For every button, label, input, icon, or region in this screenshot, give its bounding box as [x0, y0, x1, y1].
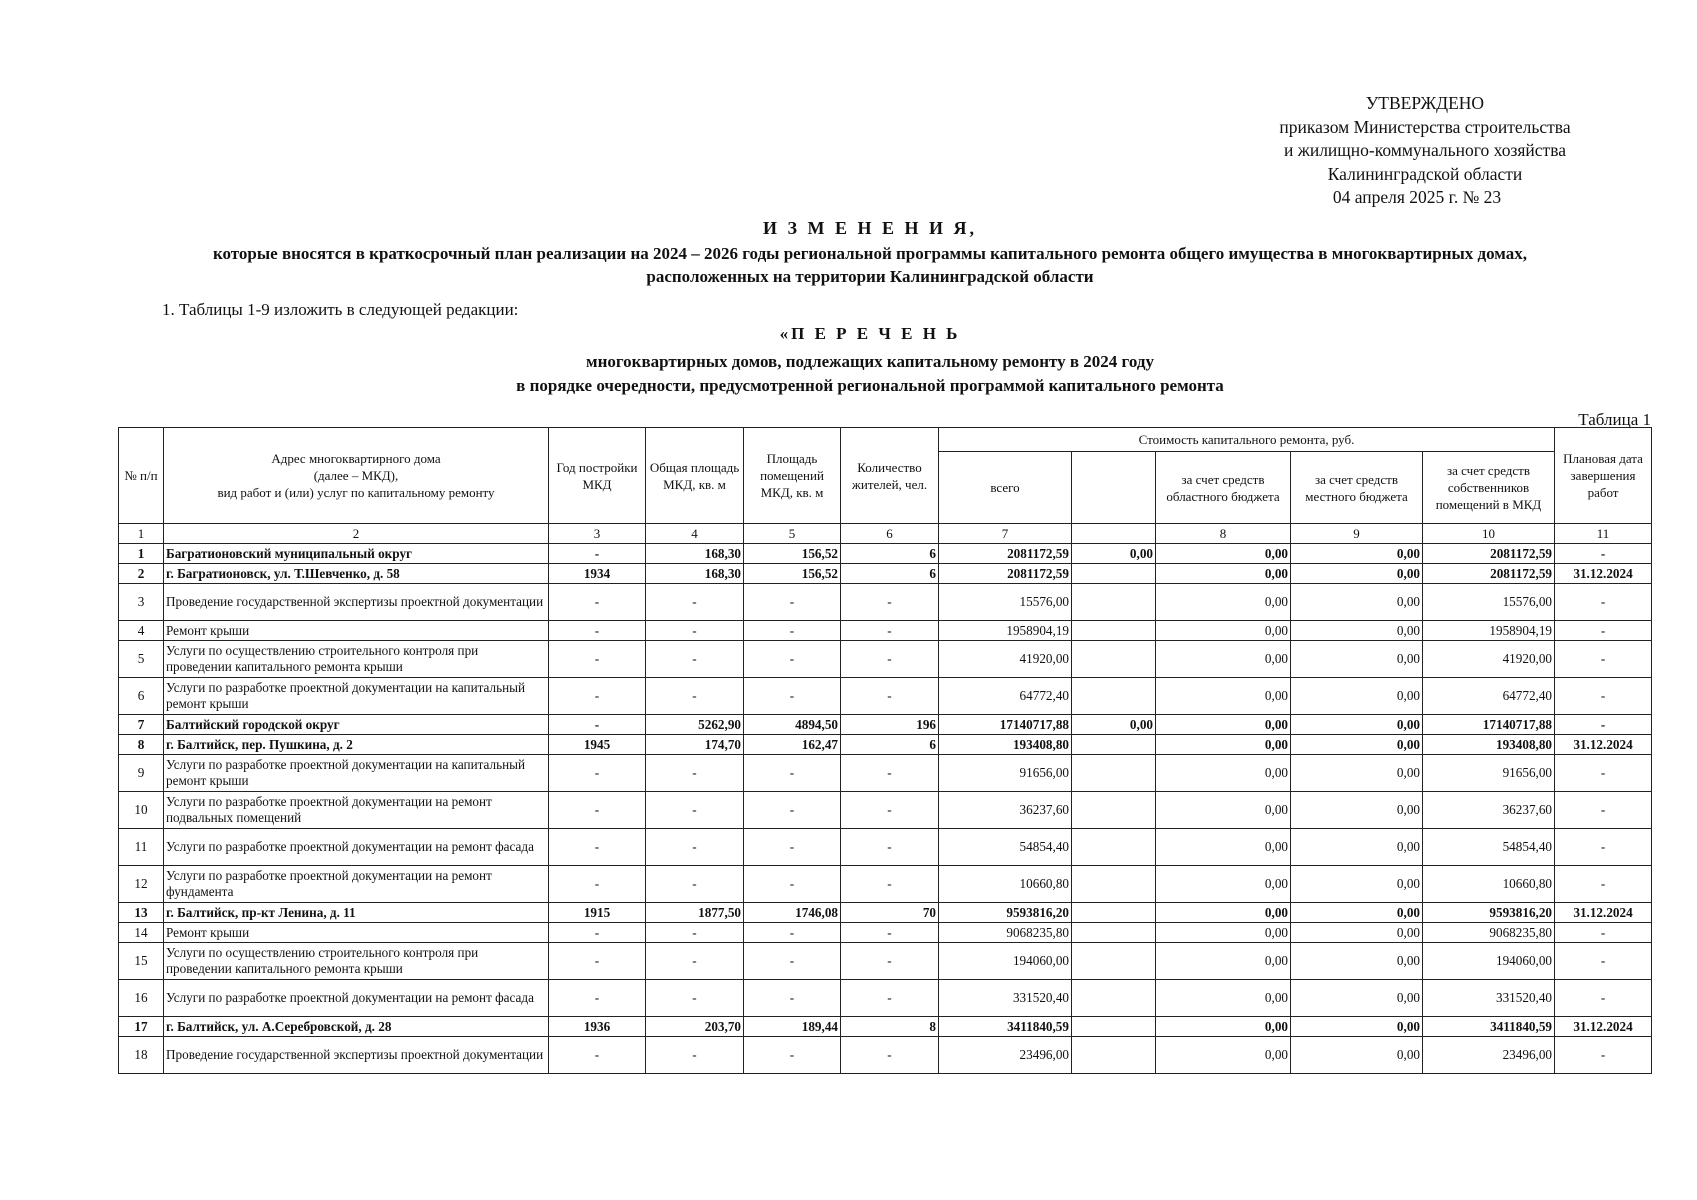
- row-cost-extra: 0,00: [1072, 715, 1156, 735]
- row-cost-extra: [1072, 735, 1156, 755]
- row-total-area: -: [646, 943, 744, 980]
- row-residents: -: [841, 866, 939, 903]
- row-cost-extra: [1072, 792, 1156, 829]
- row-cost-regional: 0,00: [1156, 755, 1291, 792]
- row-name: Проведение государственной экспертизы проектной документации: [164, 584, 549, 621]
- row-cost-local: 0,00: [1291, 792, 1423, 829]
- row-premises-area: 156,52: [744, 564, 841, 584]
- row-residents: -: [841, 980, 939, 1017]
- row-residents: -: [841, 923, 939, 943]
- row-cost-extra: [1072, 943, 1156, 980]
- row-year: -: [549, 829, 646, 866]
- row-residents: -: [841, 943, 939, 980]
- row-cost-total: 1958904,19: [939, 621, 1072, 641]
- row-cost-local: 0,00: [1291, 735, 1423, 755]
- row-cost-total: 36237,60: [939, 792, 1072, 829]
- table-row: [119, 943, 1652, 980]
- row-number: 3: [119, 584, 164, 621]
- row-number: 7: [119, 715, 164, 735]
- row-residents: -: [841, 755, 939, 792]
- row-cost-total: 2081172,59: [939, 544, 1072, 564]
- row-cost-local: 0,00: [1291, 678, 1423, 715]
- document-subtitle: [120, 242, 1620, 288]
- header-cost-owners: за счет средств собственников помещений в МКД: [1423, 452, 1555, 524]
- row-date: 31.12.2024: [1555, 1017, 1652, 1037]
- row-cost-total: 9068235,80: [939, 923, 1072, 943]
- row-cost-owners: 15576,00: [1423, 584, 1555, 621]
- row-cost-regional: 0,00: [1156, 641, 1291, 678]
- row-total-area: -: [646, 1037, 744, 1074]
- row-premises-area: 1746,08: [744, 903, 841, 923]
- row-cost-local: 0,00: [1291, 943, 1423, 980]
- row-date: 31.12.2024: [1555, 735, 1652, 755]
- row-date: -: [1555, 923, 1652, 943]
- row-name: Ремонт крыши: [164, 923, 549, 943]
- row-cost-regional: 0,00: [1156, 715, 1291, 735]
- row-number: 1: [119, 544, 164, 564]
- row-cost-local: 0,00: [1291, 544, 1423, 564]
- row-cost-regional: 0,00: [1156, 735, 1291, 755]
- row-number: 15: [119, 943, 164, 980]
- row-number: 17: [119, 1017, 164, 1037]
- approval-date: 04 апреля 2025 г. № 23: [1332, 187, 1502, 207]
- table-row: [119, 903, 1652, 923]
- row-residents: -: [841, 829, 939, 866]
- row-total-area: 174,70: [646, 735, 744, 755]
- header-residents: Количество жителей, чел.: [841, 428, 939, 524]
- row-date: -: [1555, 621, 1652, 641]
- row-total-area: 168,30: [646, 564, 744, 584]
- row-cost-owners: 1958904,19: [1423, 621, 1555, 641]
- row-name: Услуги по разработке проектной документации на ремонт фундамента: [164, 866, 549, 903]
- row-cost-total: 15576,00: [939, 584, 1072, 621]
- table-row: [119, 1017, 1652, 1037]
- row-year: -: [549, 715, 646, 735]
- table-label: Таблица 1: [1578, 410, 1651, 429]
- row-date: -: [1555, 678, 1652, 715]
- row-number: 4: [119, 621, 164, 641]
- header-address: [164, 428, 549, 524]
- row-year: -: [549, 621, 646, 641]
- col-number: 5: [744, 524, 841, 544]
- row-cost-total: 64772,40: [939, 678, 1072, 715]
- row-cost-owners: 54854,40: [1423, 829, 1555, 866]
- row-year: -: [549, 544, 646, 564]
- row-total-area: -: [646, 923, 744, 943]
- row-cost-total: 23496,00: [939, 1037, 1072, 1074]
- row-number: 6: [119, 678, 164, 715]
- table-row: [119, 866, 1652, 903]
- approval-line: и жилищно-коммунального хозяйства: [1284, 140, 1566, 160]
- row-premises-area: -: [744, 980, 841, 1017]
- row-cost-regional: 0,00: [1156, 943, 1291, 980]
- row-cost-regional: 0,00: [1156, 678, 1291, 715]
- header-cost-group: Стоимость капитального ремонта, руб.: [939, 428, 1555, 452]
- row-year: 1934: [549, 564, 646, 584]
- row-year: -: [549, 584, 646, 621]
- row-cost-local: 0,00: [1291, 564, 1423, 584]
- row-year: -: [549, 1037, 646, 1074]
- row-residents: 8: [841, 1017, 939, 1037]
- table-row: [119, 980, 1652, 1017]
- row-cost-owners: 3411840,59: [1423, 1017, 1555, 1037]
- row-premises-area: -: [744, 829, 841, 866]
- row-cost-owners: 91656,00: [1423, 755, 1555, 792]
- row-residents: -: [841, 584, 939, 621]
- row-residents: -: [841, 621, 939, 641]
- row-cost-owners: 41920,00: [1423, 641, 1555, 678]
- row-cost-local: 0,00: [1291, 1017, 1423, 1037]
- row-date: -: [1555, 641, 1652, 678]
- row-premises-area: 4894,50: [744, 715, 841, 735]
- row-cost-local: 0,00: [1291, 980, 1423, 1017]
- row-cost-extra: [1072, 755, 1156, 792]
- col-number: 7: [939, 524, 1072, 544]
- row-cost-extra: [1072, 1037, 1156, 1074]
- row-cost-total: 54854,40: [939, 829, 1072, 866]
- row-name: Проведение государственной экспертизы проектной документации: [164, 1037, 549, 1074]
- row-number: 8: [119, 735, 164, 755]
- row-total-area: -: [646, 829, 744, 866]
- approval-title: УТВЕРЖДЕНО: [1365, 93, 1485, 113]
- row-cost-regional: 0,00: [1156, 1037, 1291, 1074]
- row-cost-owners: 64772,40: [1423, 678, 1555, 715]
- header-address-line: Адрес многоквартирного дома: [271, 451, 441, 466]
- row-name: Балтийский городской округ: [164, 715, 549, 735]
- row-cost-local: 0,00: [1291, 829, 1423, 866]
- row-number: 11: [119, 829, 164, 866]
- row-year: -: [549, 641, 646, 678]
- row-cost-total: 9593816,20: [939, 903, 1072, 923]
- row-date: -: [1555, 715, 1652, 735]
- row-premises-area: -: [744, 923, 841, 943]
- row-number: 16: [119, 980, 164, 1017]
- row-cost-owners: 193408,80: [1423, 735, 1555, 755]
- row-name: Услуги по разработке проектной документации на ремонт фасада: [164, 980, 549, 1017]
- row-cost-extra: [1072, 1017, 1156, 1037]
- row-cost-local: 0,00: [1291, 923, 1423, 943]
- row-date: 31.12.2024: [1555, 564, 1652, 584]
- row-name: Услуги по осуществлению строительного контроля при проведении капитального ремонта крыши: [164, 641, 549, 678]
- row-cost-extra: [1072, 923, 1156, 943]
- row-premises-area: 162,47: [744, 735, 841, 755]
- row-total-area: -: [646, 980, 744, 1017]
- row-total-area: 1877,50: [646, 903, 744, 923]
- row-cost-total: 17140717,88: [939, 715, 1072, 735]
- row-residents: -: [841, 678, 939, 715]
- row-cost-extra: [1072, 564, 1156, 584]
- approval-line: Калининградской области: [1327, 163, 1523, 184]
- row-premises-area: 156,52: [744, 544, 841, 564]
- row-total-area: -: [646, 584, 744, 621]
- row-cost-local: 0,00: [1291, 866, 1423, 903]
- row-cost-owners: 194060,00: [1423, 943, 1555, 980]
- row-date: -: [1555, 755, 1652, 792]
- col-number: 2: [164, 524, 549, 544]
- row-cost-owners: 23496,00: [1423, 1037, 1555, 1074]
- header-cost-regional: за счет средств областного бюджета: [1156, 452, 1291, 524]
- row-total-area: 203,70: [646, 1017, 744, 1037]
- row-date: -: [1555, 1037, 1652, 1074]
- row-number: 5: [119, 641, 164, 678]
- row-year: -: [549, 866, 646, 903]
- row-name: Багратионовский муниципальный округ: [164, 544, 549, 564]
- row-total-area: 168,30: [646, 544, 744, 564]
- row-date: -: [1555, 792, 1652, 829]
- col-number: 1: [119, 524, 164, 544]
- row-number: 14: [119, 923, 164, 943]
- row-date: -: [1555, 943, 1652, 980]
- row-cost-local: 0,00: [1291, 755, 1423, 792]
- row-cost-extra: [1072, 829, 1156, 866]
- row-premises-area: -: [744, 755, 841, 792]
- row-cost-local: 0,00: [1291, 641, 1423, 678]
- row-cost-extra: 0,00: [1072, 544, 1156, 564]
- row-cost-total: 193408,80: [939, 735, 1072, 755]
- row-cost-owners: 331520,40: [1423, 980, 1555, 1017]
- row-name: Услуги по разработке проектной документации на ремонт фасада: [164, 829, 549, 866]
- row-premises-area: -: [744, 943, 841, 980]
- row-year: -: [549, 755, 646, 792]
- row-cost-local: 0,00: [1291, 903, 1423, 923]
- header-cost-local: за счет средств местного бюджета: [1291, 452, 1423, 524]
- row-cost-total: 41920,00: [939, 641, 1072, 678]
- row-cost-local: 0,00: [1291, 1037, 1423, 1074]
- row-cost-regional: 0,00: [1156, 792, 1291, 829]
- row-residents: -: [841, 1037, 939, 1074]
- row-year: 1915: [549, 903, 646, 923]
- row-total-area: -: [646, 866, 744, 903]
- row-premises-area: -: [744, 584, 841, 621]
- approval-line: приказом Министерства строительства: [1279, 116, 1571, 137]
- row-cost-owners: 9068235,80: [1423, 923, 1555, 943]
- row-total-area: -: [646, 621, 744, 641]
- header-total-area: Общая площадь МКД, кв. м: [646, 428, 744, 524]
- list-subtitle-line: многоквартирных домов, подлежащих капитальному ремонту в 2024 году: [586, 352, 1154, 371]
- col-number: 6: [841, 524, 939, 544]
- row-name: Услуги по разработке проектной документации на капитальный ремонт крыши: [164, 755, 549, 792]
- row-premises-area: 189,44: [744, 1017, 841, 1037]
- row-date: -: [1555, 980, 1652, 1017]
- row-cost-regional: 0,00: [1156, 980, 1291, 1017]
- row-residents: 6: [841, 564, 939, 584]
- row-cost-owners: 10660,80: [1423, 866, 1555, 903]
- row-residents: 196: [841, 715, 939, 735]
- row-year: -: [549, 792, 646, 829]
- row-cost-local: 0,00: [1291, 715, 1423, 735]
- row-cost-regional: 0,00: [1156, 866, 1291, 903]
- row-cost-owners: 17140717,88: [1423, 715, 1555, 735]
- row-cost-regional: 0,00: [1156, 923, 1291, 943]
- row-cost-owners: 36237,60: [1423, 792, 1555, 829]
- row-cost-extra: [1072, 584, 1156, 621]
- row-cost-total: 331520,40: [939, 980, 1072, 1017]
- row-number: 9: [119, 755, 164, 792]
- row-cost-regional: 0,00: [1156, 903, 1291, 923]
- row-cost-local: 0,00: [1291, 621, 1423, 641]
- row-cost-owners: 2081172,59: [1423, 544, 1555, 564]
- row-cost-extra: [1072, 866, 1156, 903]
- list-title: «П Е Р Е Ч Е Н Ь: [779, 324, 961, 343]
- row-premises-area: -: [744, 641, 841, 678]
- table-row: [119, 715, 1652, 735]
- table-row: [119, 829, 1652, 866]
- row-total-area: 5262,90: [646, 715, 744, 735]
- row-date: -: [1555, 584, 1652, 621]
- row-date: 31.12.2024: [1555, 903, 1652, 923]
- list-subtitle-line: в порядке очередности, предусмотренной региональной программой капитального ремонта: [516, 376, 1224, 395]
- table-row: [119, 621, 1652, 641]
- row-cost-regional: 0,00: [1156, 564, 1291, 584]
- col-number: 3: [549, 524, 646, 544]
- row-cost-total: 3411840,59: [939, 1017, 1072, 1037]
- row-year: -: [549, 923, 646, 943]
- row-cost-owners: 2081172,59: [1423, 564, 1555, 584]
- row-total-area: -: [646, 792, 744, 829]
- header-num: № п/п: [119, 428, 164, 524]
- row-name: г. Балтийск, пер. Пушкина, д. 2: [164, 735, 549, 755]
- table-row: [119, 1037, 1652, 1074]
- row-name: Услуги по разработке проектной документации на капитальный ремонт крыши: [164, 678, 549, 715]
- row-date: -: [1555, 866, 1652, 903]
- row-cost-extra: [1072, 641, 1156, 678]
- col-number: 11: [1555, 524, 1652, 544]
- subtitle-line: которые вносятся в краткосрочный план реализации на 2024 – 2026 годы региональной программы капитального ремонта общего имущества в многоквартирных домах,: [212, 244, 1528, 263]
- table-row: [119, 735, 1652, 755]
- document-title: И З М Е Н Е Н И Я,: [762, 218, 977, 238]
- row-residents: -: [841, 792, 939, 829]
- row-name: г. Багратионовск, ул. Т.Шевченко, д. 58: [164, 564, 549, 584]
- row-number: 2: [119, 564, 164, 584]
- table-row: [119, 544, 1652, 564]
- row-cost-regional: 0,00: [1156, 544, 1291, 564]
- row-total-area: -: [646, 678, 744, 715]
- row-cost-owners: 9593816,20: [1423, 903, 1555, 923]
- header-premises-area: Площадь помещений МКД, кв. м: [744, 428, 841, 524]
- row-year: -: [549, 943, 646, 980]
- row-cost-extra: [1072, 980, 1156, 1017]
- row-name: Услуги по разработке проектной документации на ремонт подвальных помещений: [164, 792, 549, 829]
- row-total-area: -: [646, 755, 744, 792]
- row-year: 1945: [549, 735, 646, 755]
- row-cost-regional: 0,00: [1156, 621, 1291, 641]
- col-number-blank: [1072, 524, 1156, 544]
- row-name: г. Балтийск, пр-кт Ленина, д. 11: [164, 903, 549, 923]
- header-address-line: вид работ и (или) услуг по капитальному ремонту: [217, 485, 495, 500]
- row-name: г. Балтийск, ул. А.Серебровской, д. 28: [164, 1017, 549, 1037]
- row-number: 10: [119, 792, 164, 829]
- row-premises-area: -: [744, 621, 841, 641]
- row-residents: 6: [841, 544, 939, 564]
- row-cost-regional: 0,00: [1156, 829, 1291, 866]
- table-row: [119, 755, 1652, 792]
- header-cost-blank: [1072, 452, 1156, 524]
- table-row: [119, 641, 1652, 678]
- row-premises-area: -: [744, 1037, 841, 1074]
- row-number: 12: [119, 866, 164, 903]
- row-cost-regional: 0,00: [1156, 584, 1291, 621]
- table-row: [119, 923, 1652, 943]
- table-row: [119, 564, 1652, 584]
- table-body: [119, 544, 1652, 1074]
- header-year: Год постройки МКД: [549, 428, 646, 524]
- table-row: [119, 584, 1652, 621]
- row-date: -: [1555, 544, 1652, 564]
- row-cost-total: 2081172,59: [939, 564, 1072, 584]
- header-address-line: (далее – МКД),: [313, 468, 399, 483]
- row-cost-total: 10660,80: [939, 866, 1072, 903]
- row-year: -: [549, 678, 646, 715]
- row-cost-total: 194060,00: [939, 943, 1072, 980]
- header-date: Плановая дата завершения работ: [1555, 428, 1652, 524]
- row-date: -: [1555, 829, 1652, 866]
- row-cost-extra: [1072, 678, 1156, 715]
- header-cost-total: всего: [939, 452, 1072, 524]
- row-residents: 70: [841, 903, 939, 923]
- row-residents: -: [841, 641, 939, 678]
- row-premises-area: -: [744, 866, 841, 903]
- repair-table: [118, 427, 1652, 1074]
- list-subtitle: [120, 350, 1620, 398]
- col-number: 8: [1156, 524, 1291, 544]
- row-residents: 6: [841, 735, 939, 755]
- col-number: 10: [1423, 524, 1555, 544]
- row-total-area: -: [646, 641, 744, 678]
- row-year: 1936: [549, 1017, 646, 1037]
- row-name: Услуги по осуществлению строительного контроля при проведении капитального ремонта крыши: [164, 943, 549, 980]
- row-premises-area: -: [744, 678, 841, 715]
- row-name: Ремонт крыши: [164, 621, 549, 641]
- row-number: 13: [119, 903, 164, 923]
- col-number: 4: [646, 524, 744, 544]
- row-cost-local: 0,00: [1291, 584, 1423, 621]
- row-premises-area: -: [744, 792, 841, 829]
- row-cost-extra: [1072, 621, 1156, 641]
- approval-block: [1260, 92, 1590, 210]
- row-year: -: [549, 980, 646, 1017]
- row-cost-extra: [1072, 903, 1156, 923]
- col-number: 9: [1291, 524, 1423, 544]
- row-number: 18: [119, 1037, 164, 1074]
- table-row: [119, 678, 1652, 715]
- intro-paragraph: 1. Таблицы 1-9 изложить в следующей редакции:: [162, 300, 519, 319]
- subtitle-line: расположенных на территории Калининградской области: [646, 267, 1094, 286]
- row-cost-total: 91656,00: [939, 755, 1072, 792]
- table-row: [119, 792, 1652, 829]
- row-cost-regional: 0,00: [1156, 1017, 1291, 1037]
